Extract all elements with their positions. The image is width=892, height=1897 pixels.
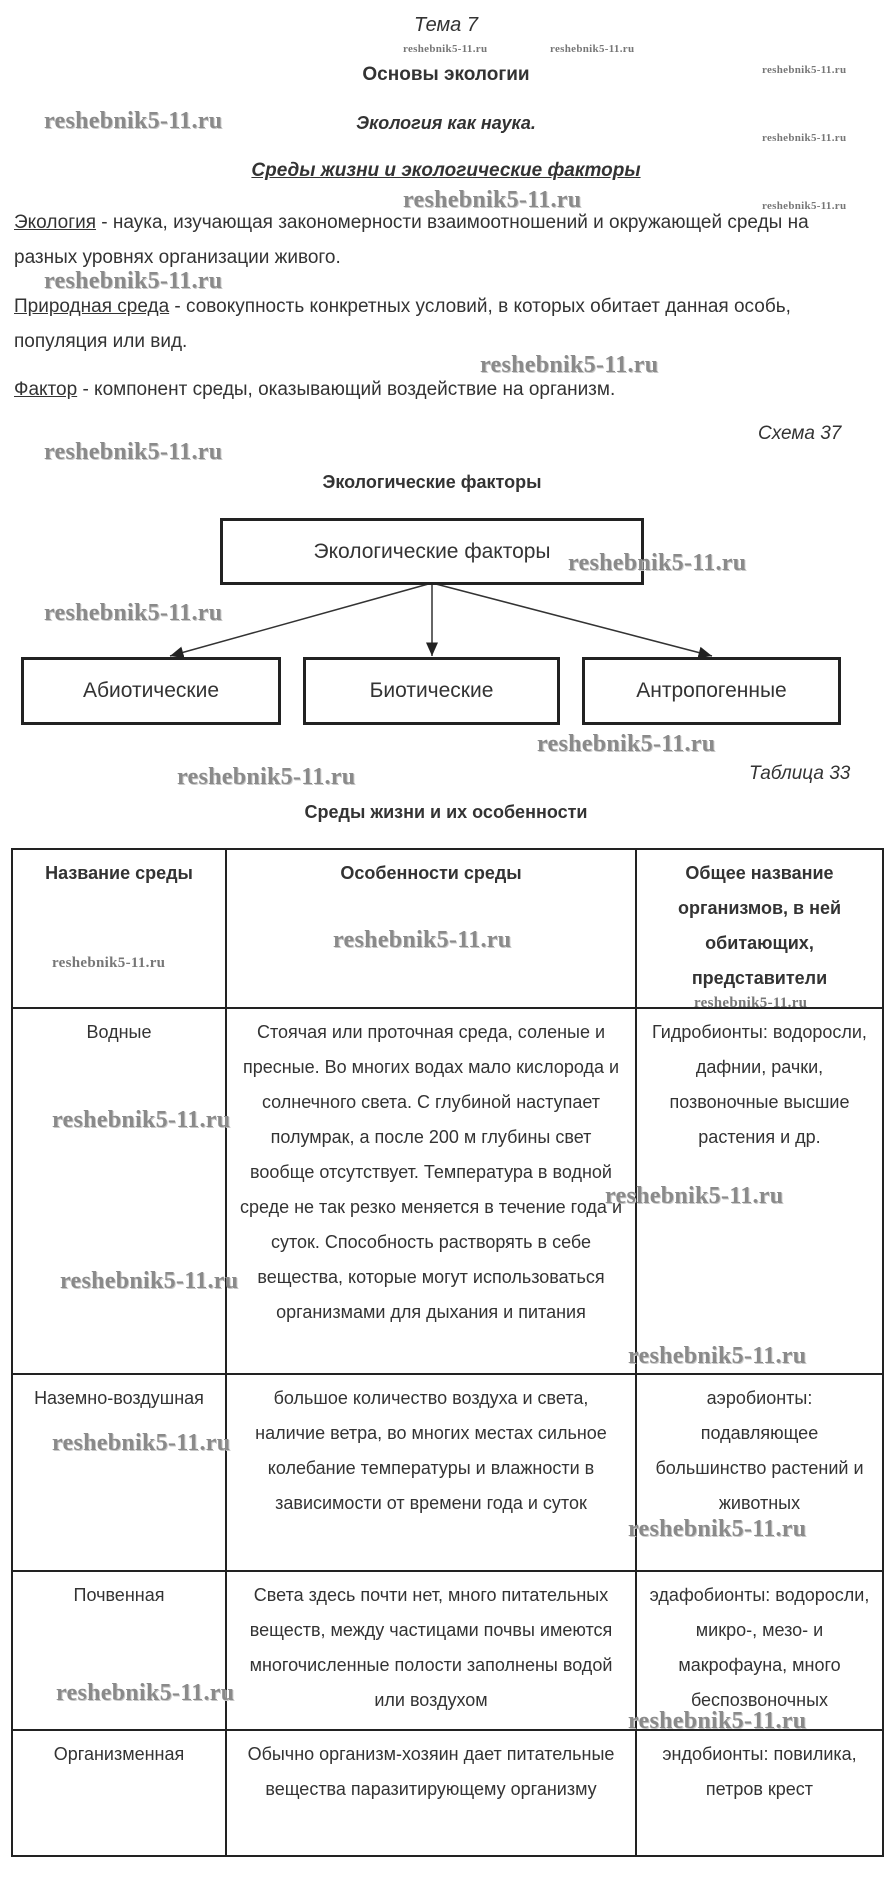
environments-table [11, 848, 884, 1857]
table-cell: аэробионты: подавляющее большинство растений и животных [636, 1374, 883, 1571]
scheme-child-anthropogenic [582, 657, 841, 725]
table-row [12, 1374, 883, 1571]
page-title: Основы экологии [362, 64, 530, 85]
table-cell: эдафобионты: водоросли, микро-, мезо- и макрофауна, много беспозвоночных [636, 1571, 883, 1730]
table-row [12, 1730, 883, 1856]
watermark: reshebnik5-11.ru [403, 43, 488, 55]
watermark: reshebnik5-11.ru [177, 764, 356, 790]
theme-label: Тема 7 [414, 14, 478, 36]
watermark: reshebnik5-11.ru [550, 43, 635, 55]
scheme-label: Схема 37 [758, 423, 842, 444]
table-cell: Стоячая или проточная среда, соленые и пресные. Во многих водах мало кислорода и солнечного света. С глубиной наступает полумрак, а после 200 м глубины свет вообще отсутствует. Температура в водной среде не так резко меняется в течение года и суток. Способность растворять в себе вещества, которые могут использоваться организмами для дыхания и питания [226, 1008, 636, 1374]
scheme-child-label: Антропогенные [636, 679, 787, 702]
table-row [12, 1008, 883, 1374]
scheme-child-label: Биотические [369, 679, 494, 702]
watermark: reshebnik5-11.ru [44, 439, 223, 465]
definition-term: Фактор [14, 379, 78, 400]
scheme-child-abiotic [21, 657, 281, 725]
definition-text: - наука, изучающая закономерности взаимоотношений и окружающей среды на разных уровнях организации живого. [14, 212, 809, 268]
watermark: reshebnik5-11.ru [333, 927, 512, 953]
scheme-arrows [0, 0, 892, 760]
watermark: reshebnik5-11.ru [628, 1708, 807, 1734]
watermark: reshebnik5-11.ru [537, 731, 716, 757]
watermark: reshebnik5-11.ru [628, 1343, 807, 1369]
watermark: reshebnik5-11.ru [56, 1680, 235, 1706]
scheme-root-box [220, 518, 644, 585]
page-subtitle: Экология как наука. [356, 113, 536, 133]
header-cell: Название среды [12, 849, 226, 1008]
table-cell: Почвенная [12, 1571, 226, 1730]
definition-term: Природная среда [14, 296, 170, 317]
table-row [12, 1571, 883, 1730]
watermark: reshebnik5-11.ru [403, 187, 582, 213]
table-cell: Водные [12, 1008, 226, 1374]
table-cell: Организменная [12, 1730, 226, 1856]
header-cell: Общее название организмов, в ней обитающих, представители [636, 849, 883, 1008]
definition-term: Экология [14, 212, 97, 233]
watermark: reshebnik5-11.ru [605, 1183, 784, 1209]
table-cell: большое количество воздуха и света, наличие ветра, во многих местах сильное колебание температуры и влажности в зависимости от времени года и суток [226, 1374, 636, 1571]
watermark: reshebnik5-11.ru [52, 955, 166, 971]
watermark: reshebnik5-11.ru [44, 600, 223, 626]
arrow-anthropogenic [432, 583, 712, 656]
watermark: reshebnik5-11.ru [762, 64, 847, 76]
watermark: reshebnik5-11.ru [762, 200, 847, 212]
section-title: Среды жизни и экологические факторы [251, 160, 641, 181]
table-title: Среды жизни и их особенности [304, 802, 588, 822]
table-label: Таблица 33 [749, 763, 851, 784]
table-cell: Света здесь почти нет, много питательных веществ, между частицами почвы имеются многочисленные полости заполнены водой или воздухом [226, 1571, 636, 1730]
watermark: reshebnik5-11.ru [60, 1268, 239, 1294]
table-header-row [12, 849, 883, 1008]
watermark: reshebnik5-11.ru [762, 132, 847, 144]
watermark: reshebnik5-11.ru [44, 268, 223, 294]
watermark: reshebnik5-11.ru [480, 352, 659, 378]
scheme-root-label: Экологические факторы [313, 539, 551, 563]
watermark: reshebnik5-11.ru [628, 1516, 807, 1542]
scheme-child-label: Абиотические [82, 679, 220, 702]
watermark: reshebnik5-11.ru [52, 1107, 231, 1133]
scheme-title: Экологические факторы [322, 472, 542, 492]
table-cell: Обычно организм-хозяин дает питательные вещества паразитирующему организму [226, 1730, 636, 1856]
watermark: reshebnik5-11.ru [44, 108, 223, 134]
arrow-abiotic [170, 583, 432, 656]
table-cell: Наземно-воздушная [12, 1374, 226, 1571]
definition-text: - компонент среды, оказывающий воздействие на организм. [77, 379, 616, 400]
watermark: reshebnik5-11.ru [694, 995, 808, 1011]
watermark: reshebnik5-11.ru [52, 1430, 231, 1456]
header-cell: Особенности среды [226, 849, 636, 1008]
definition-text: - совокупность конкретных условий, в которых обитает данная особь, популяция или вид. [14, 296, 791, 352]
table-cell: Гидробионты: водоросли, дафнии, рачки, позвоночные высшие растения и др. [636, 1008, 883, 1374]
scheme-child-biotic [303, 657, 560, 725]
table-cell: эндобионты: повилика, петров крест [636, 1730, 883, 1856]
watermark: reshebnik5-11.ru [568, 550, 747, 576]
